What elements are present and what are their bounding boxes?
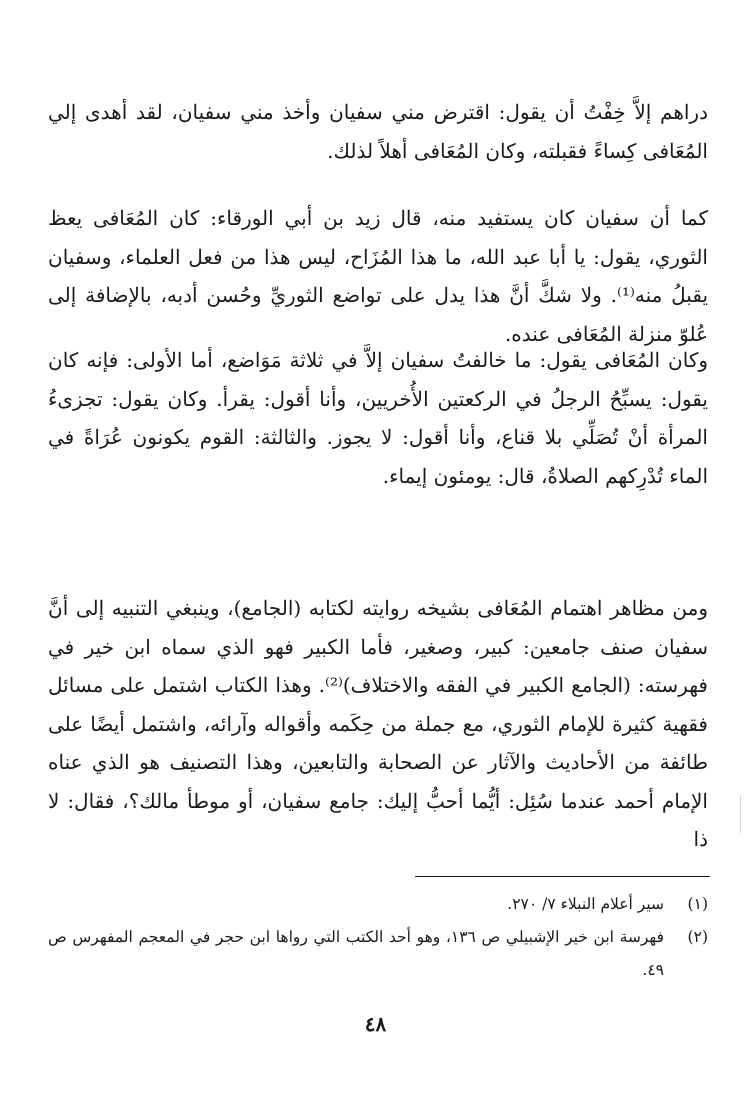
footnote-1-text: سير أعلام النبلاء ٧/ ٢٧٠.: [507, 895, 664, 913]
scan-edge-mark: [740, 795, 741, 833]
paragraph-2: كما أن سفيان كان يستفيد منه، قال زيد بن أبي الورقاء: كان المُعَافى يعظ الثوري، يقول: يا أبا عبد الله، ما هذا المُزَاح، ليس هذا من فعل العلماء، وسفيان يقبلُ منه⁽¹⁾. ولا شكَّ أنَّ هذا يدل على تواضع الثوريِّ وحُسن أدبه، بالإضافة إلى عُلوّ منزلة المُعَافى عنده.: [48, 206, 709, 346]
footnote-separator: [415, 876, 710, 877]
footnote-2: [48, 921, 708, 987]
paragraph-4: ومن مظاهر اهتمام المُعَافى بشيخه روايته لكتابه (الجامع)، وينبغي التنبيه إلى أنَّ سفيان صنف جامعين: كبير، وصغير، فأما الكبير فهو الذي سماه ابن خير في فهرسته: (الجامع الكبير في الفقه والاختلاف)⁽²⁾. وهذا الكتاب اشتمل على مسائل فقهية كثيرة للإمام الثوري، مع جملة من حِكَمه وأقواله وآرائه، واشتمل أيضًا على طائفة من الأحاديث والآثار عن الصحابة والتابعين، وهذا التصنيف هو الذي عناه الإمام أحمد عندما سُئِل: أيُّما أحبُّ إليك: جامع سفيان، أو موطأ مالك؟، فقال: لا ذا: [48, 596, 708, 851]
paragraph-3: وكان المُعَافى يقول: ما خالفتُ سفيان إلاَّ في ثلاثة مَوَاضع، أما الأولى: فإنه كان يقول: يسبِّحُ الرجلُ في الركعتين الأُخريين، وأنا أقول: يقرأ. وكان يقول: تجزىءُ المرأة أنْ تُصَلِّي بلا قناع، وأنا أقول: لا يجوز. والثالثة: القوم يكونون عُرَاةً في الماء تُدْرِكهم الصلاةُ، قال: يومئون إيماء.: [48, 348, 708, 488]
paragraph-1: دراهم إلاَّ خِفْتُ أن يقول: اقترض مني سفيان وأخذ مني سفيان، لقد أهدى إلي المُعَافى كِساءً فقبلته، وكان المُعَافى أهلاً لذلك.: [48, 100, 708, 163]
footnote-1-number: (١): [687, 895, 708, 913]
footnote-1: [48, 888, 708, 921]
footnote-2-number: (٢): [687, 928, 708, 946]
footnote-2-text: فهرسة ابن خير الإشبيلي ص ١٣٦، وهو أحد الكتب التي رواها ابن حجر في المعجم المفهرس ص ٤٩.: [48, 928, 664, 979]
footnotes: [48, 888, 708, 987]
page-number: ٤٨: [364, 1012, 387, 1036]
